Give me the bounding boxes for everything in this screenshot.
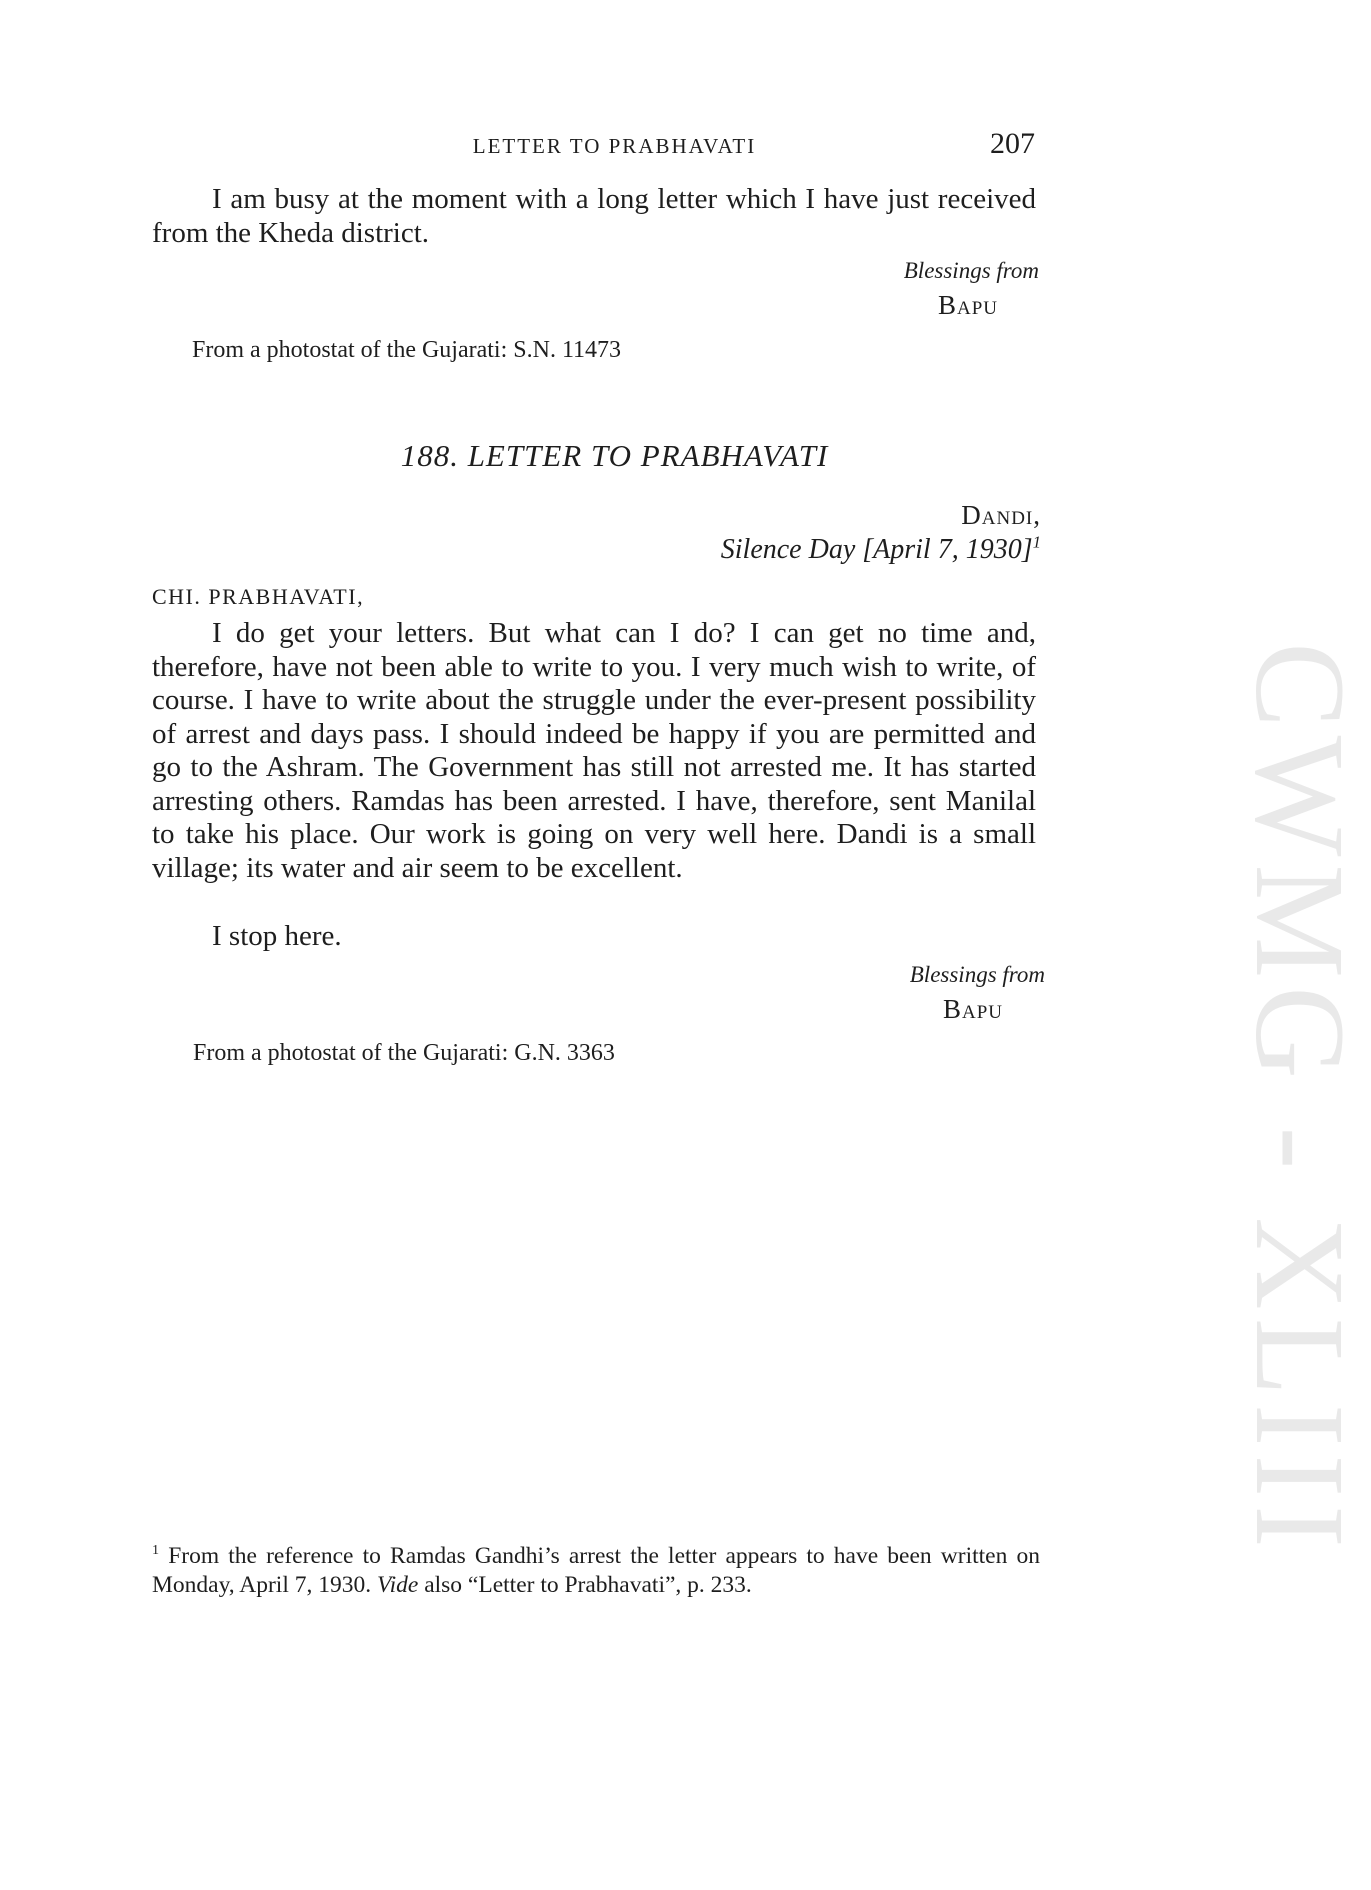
salutation: CHI. PRABHAVATI, bbox=[152, 584, 365, 609]
prev-letter-body: I am busy at the moment with a long letter which I have just received from the Kheda district. bbox=[152, 183, 1036, 249]
letter-signature: Bapu bbox=[942, 994, 1003, 1024]
footnote-vide: Vide bbox=[376, 1572, 419, 1598]
prev-letter-signature: Bapu bbox=[937, 290, 998, 320]
letter-title: 188. LETTER TO PRABHAVATI bbox=[400, 438, 829, 473]
footnote bbox=[152, 1542, 1040, 1600]
letter-body: I do get your letters. But what can I do? I can get no time and, therefore, have not been able to write to you. I very much wish to write, of course. I have to write about the struggle under the ever-present possibility of arrest and days pass. I should indeed be happy if you are permitted and go to the Ashram. The Government has still not arrested me. It has started arresting others. Ramdas has been arrested. I have, therefore, sent Manilal to take his place. Our work is going on very well here. Dandi is a small village; its water and air seem to be excellent. bbox=[152, 617, 1036, 884]
running-head: LETTER TO PRABHAVATI bbox=[472, 134, 757, 158]
letter-date-text: Silence Day [April 7, 1930] bbox=[720, 534, 1033, 565]
letter-closing-line: I stop here. bbox=[212, 920, 342, 952]
letter-place: Dandi, bbox=[961, 500, 1041, 530]
footnote-marker: 1 bbox=[152, 1542, 160, 1559]
footnote-text-before: From the reference to Ramdas Gandhi’s arrest the letter appears to have been written on Monday, April 7, 1930. bbox=[152, 1543, 1040, 1598]
footnote-ref: 1 bbox=[1032, 532, 1041, 552]
letter-date bbox=[721, 534, 1041, 566]
letter-source: From a photostat of the Gujarati: G.N. 3363 bbox=[193, 1040, 615, 1066]
watermark: CWMG - XLIII bbox=[1229, 642, 1371, 1556]
footnote-text-after: also “Letter to Prabhavati”, p. 233. bbox=[424, 1572, 752, 1598]
prev-letter-source: From a photostat of the Gujarati: S.N. 11473 bbox=[192, 337, 622, 363]
page-number: 207 bbox=[990, 127, 1035, 160]
letter-blessing: Blessings from bbox=[909, 962, 1045, 987]
prev-letter-blessing: Blessings from bbox=[903, 258, 1039, 283]
